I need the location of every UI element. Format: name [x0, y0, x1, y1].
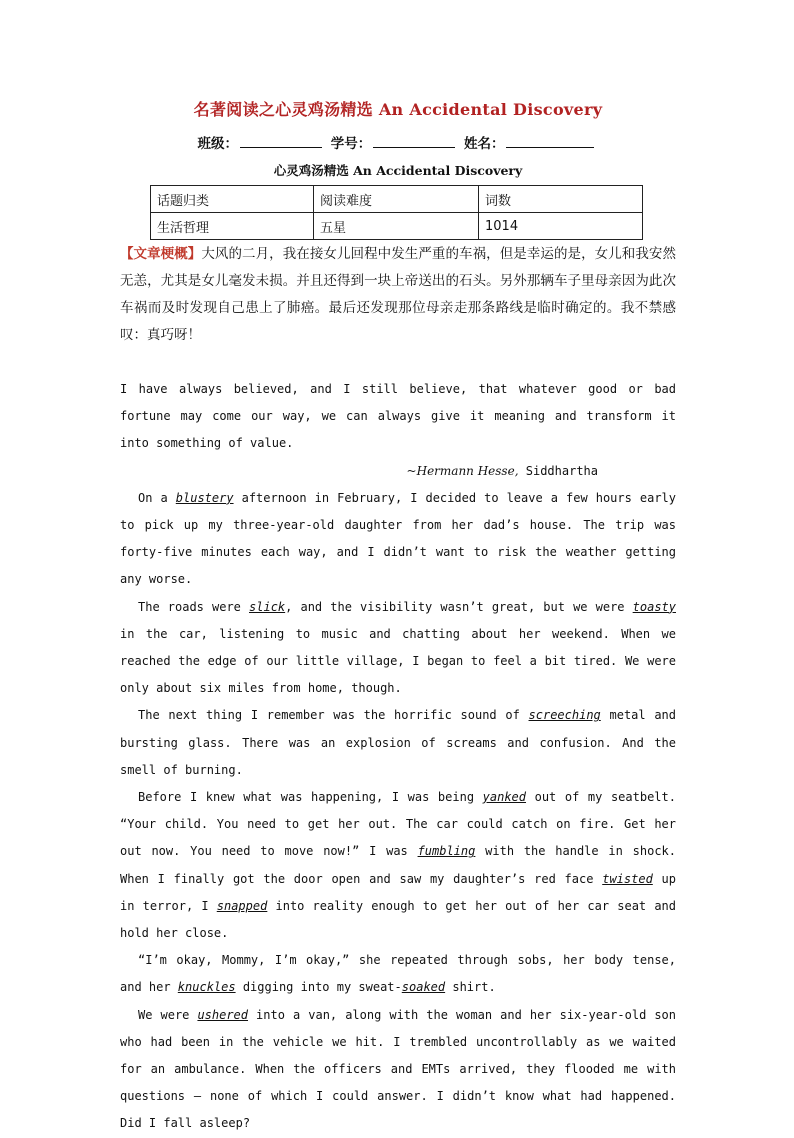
text-run: On a	[138, 490, 176, 505]
text-run: afternoon in February, I decided to leave a few hours early to pick up my three-year-old daughter from her dad’s house. The trip was forty-five minutes each way, and I didn’t want to risk the weather getting any worse.	[120, 490, 677, 587]
paragraph	[120, 947, 676, 1001]
vocab-word: knuckles	[177, 980, 236, 995]
epigraph-attribution	[120, 458, 676, 485]
vocab-word: soaked	[401, 980, 446, 995]
epigraph-work: Siddhartha	[525, 463, 598, 478]
vocab-word: snapped	[216, 898, 268, 913]
text-run: The next thing I remember was the horrific sound of	[138, 708, 529, 723]
paragraph	[120, 485, 676, 594]
vocab-word: slick	[249, 599, 286, 614]
text-run: out of my seatbelt. “Your child. You need to get her out. The car could catch on fire. Get her out now. You need to move now!” I was	[120, 790, 676, 859]
vocab-word: twisted	[602, 871, 653, 886]
text-run: “I’m okay, Mommy, I’m okay,” she repeated through sobs, her body tense, and her	[120, 953, 676, 995]
text-run: in the car, listening to music and chatting about her weekend. When we reached the edge of our little village, I began to feel a bit tired. We were only about six miles from home, though.	[120, 626, 676, 696]
meta-cell-wordcount-label: 词数	[479, 186, 643, 213]
epigraph: I have always believed, and I still believe, that whatever good or bad fortune may come our way, we can always give it meaning and transform it into something of value.	[120, 382, 676, 451]
epigraph-author: ~Hermann Hesse,	[406, 463, 519, 478]
meta-table-header-row	[151, 186, 643, 213]
meta-cell-wordcount-value: 1014	[479, 213, 643, 240]
meta-cell-topic-value: 生活哲理	[151, 213, 314, 240]
name-label: 姓名：	[463, 136, 505, 152]
vocab-word: fumbling	[417, 844, 476, 859]
article-summary	[120, 241, 676, 349]
summary-tag: 【文章梗概】	[120, 246, 202, 262]
student-id-label: 学号：	[330, 136, 372, 152]
paragraph	[120, 702, 676, 784]
text-run: shirt.	[445, 980, 496, 995]
text-run: Before I knew what was happening, I was being	[138, 790, 483, 805]
text-run: , and the visibility wasn’t great, but we were	[285, 599, 633, 614]
student-id-blank	[373, 135, 455, 148]
paragraph	[120, 784, 676, 947]
text-run: The roads were	[138, 599, 250, 614]
name-blank	[506, 135, 594, 148]
vocab-word: ushered	[197, 1007, 249, 1022]
text-run: into a van, along with the woman and her six-year-old son who had been in the vehicle we hit. I trembled uncontrollably as we waited for an ambulance. When the officers and EMTs arrived, they flooded me with questions — none of which I could answer. I didn’t know what had happened. Did I fall asleep?	[120, 1007, 677, 1131]
meta-cell-topic-label: 话题归类	[151, 186, 314, 213]
meta-table	[150, 185, 643, 240]
paragraph	[120, 1002, 676, 1138]
text-run: into reality enough to get her out of her car seat and hold her close.	[120, 898, 676, 941]
document-title: 名著阅读之心灵鸡汤精选 An Accidental Discovery	[193, 100, 603, 119]
meta-cell-difficulty-label: 阅读难度	[314, 186, 479, 213]
meta-cell-difficulty-value: 五星	[314, 213, 479, 240]
text-run: We were	[138, 1007, 198, 1022]
summary-text: 大风的二月，我在接女儿回程中发生严重的车祸，但是幸运的是，女儿和我安然无恙，尤其是女儿毫发未损。并且还得到一块上帝送出的石头。另外那辆车子里母亲因为此次车祸而及时发现自己患上了肺癌。最后还发现那位母亲走那条路线是临时确定的。我不禁感叹：真巧呀！	[120, 246, 676, 343]
student-info-line	[120, 132, 676, 152]
class-label: 班级：	[197, 136, 239, 152]
text-run: up in terror, I	[120, 871, 676, 913]
vocab-word: yanked	[482, 790, 527, 805]
text-run: digging into my sweat-	[235, 980, 402, 995]
text-run: metal and bursting glass. There was an explosion of screams and confusion. And the smell of burning.	[120, 708, 676, 777]
vocab-word: screeching	[528, 708, 601, 723]
vocab-word: toasty	[632, 599, 676, 614]
class-blank	[240, 135, 322, 148]
vocab-word: blustery	[175, 490, 234, 505]
document-subtitle: 心灵鸡汤精选 An Accidental Discovery	[273, 163, 523, 178]
meta-table-value-row	[151, 213, 643, 240]
text-run: with the handle in shock. When I finally got the door open and saw my daughter’s red face	[120, 844, 676, 886]
paragraph	[120, 594, 676, 703]
article-body	[120, 376, 676, 1138]
